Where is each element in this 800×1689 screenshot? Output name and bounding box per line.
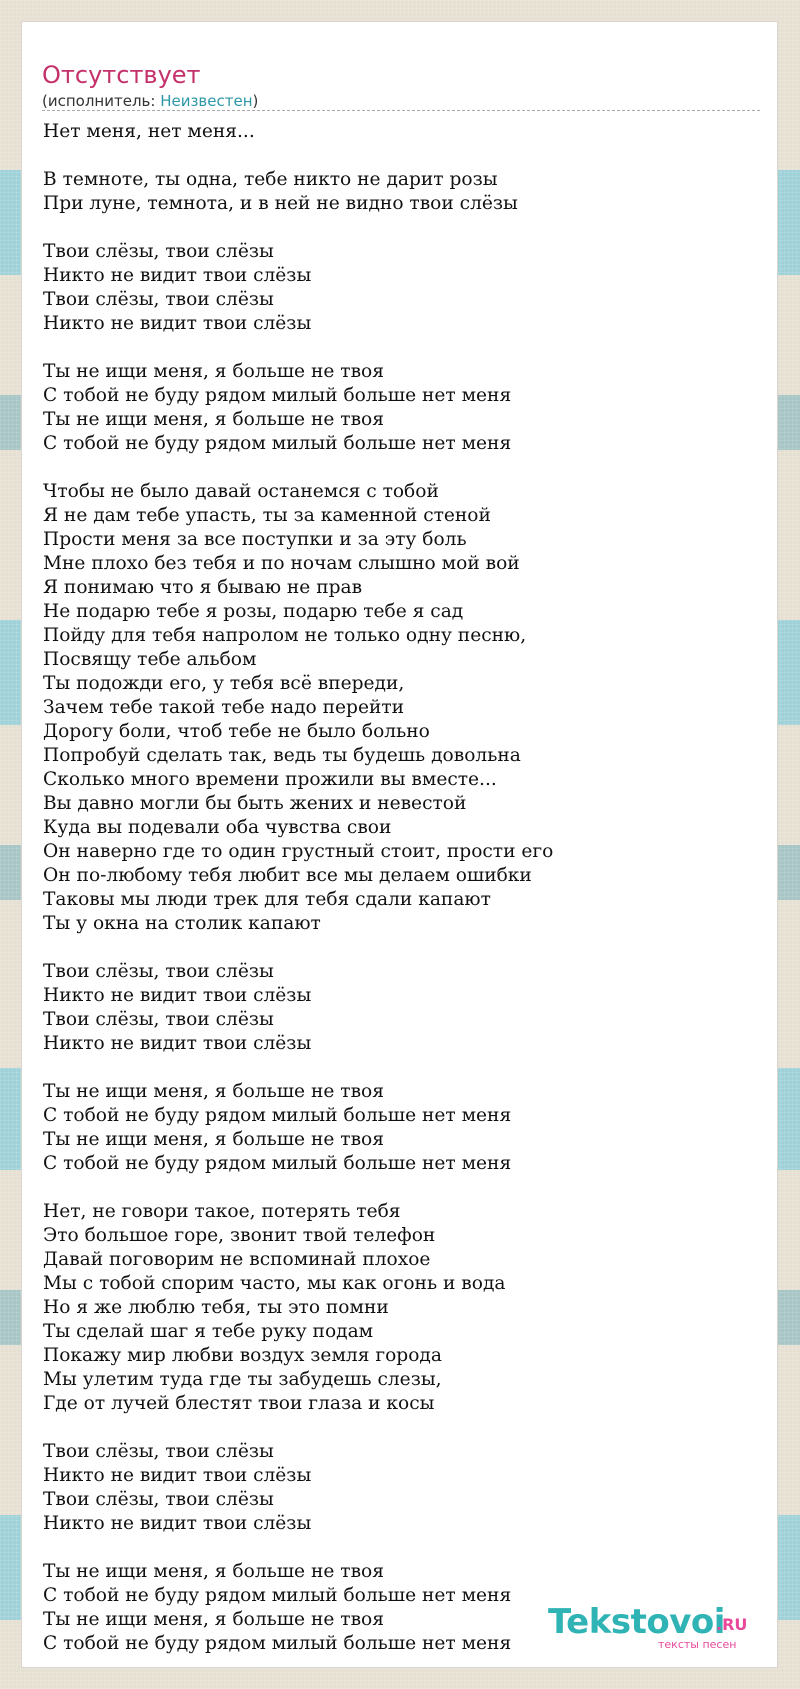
lyric-line: Ты не ищи меня, я больше не твоя <box>43 1561 384 1582</box>
lyric-line: Таковы мы люди трек для тебя сдали капают <box>43 889 491 910</box>
lyric-line: Попробуй сделать так, ведь ты будешь довольна <box>43 745 521 766</box>
lyric-line: С тобой не буду рядом милый больше нет меня <box>43 433 512 454</box>
lyric-line: Ты у окна на столик капают <box>43 913 321 934</box>
lyric-line: Давай поговорим не вспоминай плохое <box>43 1249 431 1270</box>
lyric-line: С тобой не буду рядом милый больше нет меня <box>43 1153 512 1174</box>
lyric-line: Куда вы подевали оба чувства свои <box>43 817 392 838</box>
lyric-line: Ты не ищи меня, я больше не твоя <box>43 1081 384 1102</box>
lyric-line: Вы давно могли бы быть жених и невестой <box>43 793 467 814</box>
lyric-line: Никто не видит твои слёзы <box>43 1513 312 1534</box>
lyric-line: Пойду для тебя напролом не только одну песню, <box>43 625 527 646</box>
stanza-gap <box>43 1536 753 1560</box>
lyric-line: Посвящу тебе альбом <box>43 649 257 670</box>
logo-tagline: тексты песен <box>658 1638 737 1651</box>
lyric-line: Твои слёзы, твои слёзы <box>43 289 274 310</box>
song-header <box>42 42 760 111</box>
lyric-line: Нет меня, нет меня... <box>43 121 255 142</box>
lyric-line: Где от лучей блестят твои глаза и косы <box>43 1393 435 1414</box>
lyric-line: Это большое горе, звонит твой телефон <box>43 1225 436 1246</box>
lyric-line: Ты сделай шаг я тебе руку подам <box>43 1321 374 1342</box>
stanza-gap <box>43 456 753 480</box>
artist-link[interactable]: Неизвестен <box>160 92 253 110</box>
lyric-line: Твои слёзы, твои слёзы <box>43 1489 274 1510</box>
lyric-line: Он по-любому тебя любит все мы делаем ошибки <box>43 865 532 886</box>
lyric-line: Дорогу боли, чтоб тебе не было больно <box>43 721 430 742</box>
stanza-gap <box>43 936 753 960</box>
stanza-gap <box>43 1176 753 1200</box>
lyric-line: Ты не ищи меня, я больше не твоя <box>43 361 384 382</box>
logo-wordmark: Tekstovoi <box>548 1602 725 1642</box>
stanza-gap <box>43 216 753 240</box>
stanza-gap <box>43 336 753 360</box>
logo-domain: .RU <box>716 1615 748 1634</box>
lyric-line: Твои слёзы, твои слёзы <box>43 1441 274 1462</box>
lyrics-card <box>21 21 778 1668</box>
site-logo[interactable] <box>548 1603 768 1649</box>
lyrics-text <box>43 120 753 1656</box>
artist-prefix: (исполнитель: <box>42 92 161 110</box>
lyric-line: Покажу мир любви воздух земля города <box>43 1345 442 1366</box>
lyric-line: С тобой не буду рядом милый больше нет меня <box>43 1585 512 1606</box>
lyric-line: Никто не видит твои слёзы <box>43 265 312 286</box>
lyric-line: Ты не ищи меня, я больше не твоя <box>43 409 384 430</box>
artist-suffix: ) <box>252 92 259 110</box>
song-title: Отсутствует <box>42 61 201 89</box>
lyric-line: Прости меня за все поступки и за эту боль <box>43 529 467 550</box>
lyric-line: Нет, не говори такое, потерять тебя <box>43 1201 401 1222</box>
lyric-line: С тобой не буду рядом милый больше нет меня <box>43 1105 512 1126</box>
lyric-line: Ты подожди его, у тебя всё впереди, <box>43 673 405 694</box>
artist-line <box>42 92 258 110</box>
lyric-line: Я не дам тебе упасть, ты за каменной стеной <box>43 505 491 526</box>
lyric-line: Мы с тобой спорим часто, мы как огонь и вода <box>43 1273 506 1294</box>
lyric-line: Но я же люблю тебя, ты это помни <box>43 1297 389 1318</box>
lyric-line: Мы улетим туда где ты забудешь слезы, <box>43 1369 442 1390</box>
lyric-line: Сколько много времени прожили вы вместе... <box>43 769 497 790</box>
stanza-gap <box>43 1416 753 1440</box>
lyric-line: Ты не ищи меня, я больше не твоя <box>43 1129 384 1150</box>
lyric-line: Ты не ищи меня, я больше не твоя <box>43 1609 384 1630</box>
lyric-line: Никто не видит твои слёзы <box>43 1033 312 1054</box>
stanza-gap <box>43 1056 753 1080</box>
lyric-line: Он наверно где то один грустный стоит, прости его <box>43 841 554 862</box>
lyric-line: В темноте, ты одна, тебе никто не дарит розы <box>43 169 498 190</box>
lyric-line: С тобой не буду рядом милый больше нет меня <box>43 1633 512 1654</box>
lyric-line: При луне, темнота, и в ней не видно твои слёзы <box>43 193 518 214</box>
lyric-line: Твои слёзы, твои слёзы <box>43 961 274 982</box>
lyric-line: Твои слёзы, твои слёзы <box>43 1009 274 1030</box>
lyric-line: Никто не видит твои слёзы <box>43 1465 312 1486</box>
lyric-line: Зачем тебе такой тебе надо перейти <box>43 697 405 718</box>
lyric-line: Мне плохо без тебя и по ночам слышно мой вой <box>43 553 520 574</box>
lyric-line: Никто не видит твои слёзы <box>43 313 312 334</box>
lyric-line: Я понимаю что я бываю не прав <box>43 577 363 598</box>
stanza-gap <box>43 144 753 168</box>
lyric-line: Никто не видит твои слёзы <box>43 985 312 1006</box>
lyric-line: Твои слёзы, твои слёзы <box>43 241 274 262</box>
lyric-line: Не подарю тебе я розы, подарю тебе я сад <box>43 601 464 622</box>
lyric-line: Чтобы не было давай останемся с тобой <box>43 481 439 502</box>
lyric-line: С тобой не буду рядом милый больше нет меня <box>43 385 512 406</box>
